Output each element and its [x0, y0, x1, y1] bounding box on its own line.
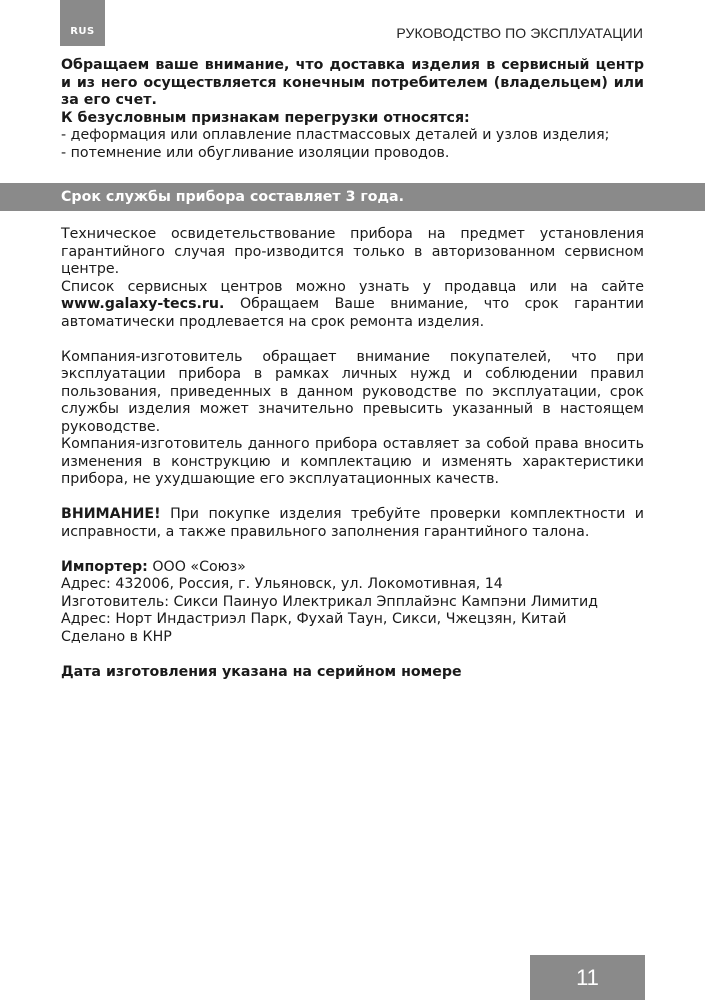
service-centers-paragraph	[61, 279, 644, 332]
importer-line	[61, 559, 644, 577]
attention-label: ВНИМАНИЕ!	[61, 506, 161, 522]
service-life-paragraph: Компания-изготовитель обращает внимание покупателей, что при эксплуатации прибора в рамках личных нужд и соблюдении правил пользования, приведенных в данном руководстве по эксплуатации, срок службы изделия может значительно превысить указанный в настоящем руководстве.	[61, 348, 644, 435]
manufacture-date-note: Дата изготовления указана на серийном номере	[61, 663, 462, 680]
service-life-banner	[0, 183, 705, 211]
importer-label: Импортер:	[61, 558, 148, 575]
language-tab	[60, 0, 105, 46]
main-body	[61, 226, 644, 681]
importer-address: Адрес: 432006, Россия, г. Ульяновск, ул. Локомотивная, 14	[61, 576, 503, 592]
made-in-line: Сделано в КНР	[61, 628, 172, 645]
manufacturer-address: Адрес: Норт Индастриэл Парк, Фухай Таун, Сикси, Чжецзян, Китай	[61, 611, 567, 627]
top-section	[61, 57, 644, 162]
website-link[interactable]: www.galaxy-tecs.ru.	[61, 296, 225, 312]
importer-value: ООО «Союз»	[152, 558, 246, 575]
header-title: РУКОВОДСТВО ПО ЭКСПЛУАТАЦИИ	[396, 25, 643, 41]
service-centers-text: Список сервисных центров можно узнать у продавца или на сайте	[61, 278, 644, 295]
page-number: 11	[530, 955, 645, 1000]
overload-heading: К безусловным признакам перегрузки относятся:	[61, 109, 470, 126]
inspection-paragraph: Техническое освидетельствование прибора на предмет установления гарантийного случая про-изводится только в авторизованном сервисном центре.	[61, 226, 644, 277]
delivery-notice: Обращаем ваше внимание, что доставка изделия в сервисный центр и из него осуществляется конечным потребителем (владельцем) или за его счет.	[61, 57, 644, 108]
manufacturer-line: Изготовитель: Сикси Паинуо Илектрикал Эпплайэнс Кампэни Лимитид	[61, 593, 598, 610]
service-life-text: Срок службы прибора составляет 3 года.	[61, 189, 404, 205]
warranty-extension-text: Обращаем Ваше внимание, что срок гарантии автоматически продлевается на срок ремонта изделия.	[61, 296, 644, 330]
language-label: RUS	[70, 26, 95, 37]
attention-text: При покупке изделия требуйте проверки комплектности и исправности, а также правильного заполнения гарантийного талона.	[61, 506, 644, 540]
attention-paragraph	[61, 506, 644, 541]
overload-item-1: - деформация или оплавление пластмассовых деталей и узлов изделия;	[61, 127, 610, 143]
design-changes-paragraph: Компания-изготовитель данного прибора оставляет за собой права вносить изменения в конструкцию и комплектацию и изменять характеристики прибора, не ухудшающие его эксплуатационных качеств.	[61, 436, 644, 487]
overload-item-2: - потемнение или обугливание изоляции проводов.	[61, 144, 450, 161]
